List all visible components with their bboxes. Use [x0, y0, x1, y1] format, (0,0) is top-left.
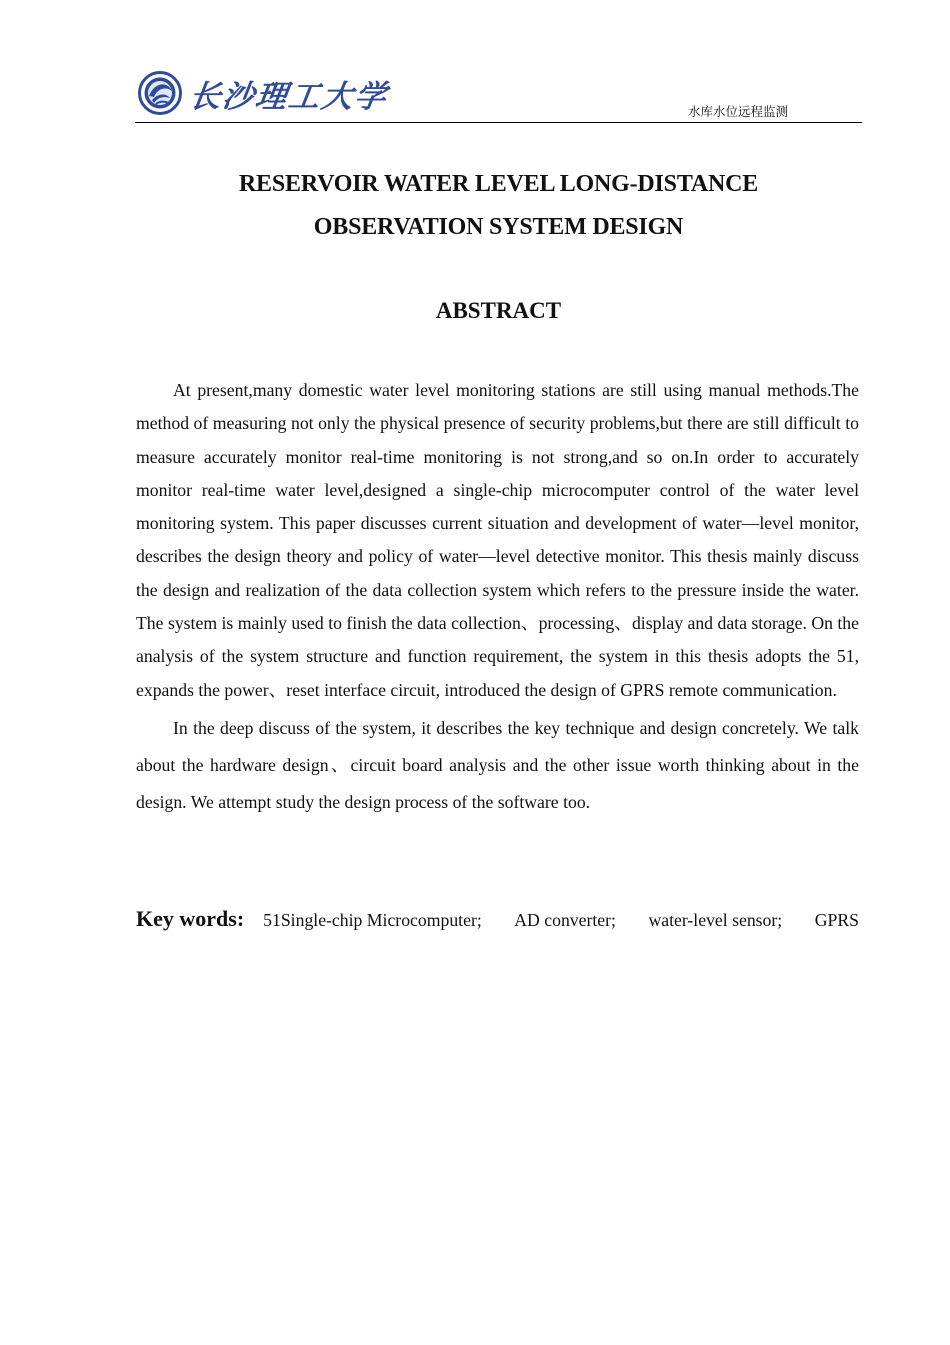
keywords-label: Key words: — [136, 906, 245, 931]
thesis-title — [135, 163, 862, 249]
keywords-list — [263, 910, 859, 931]
keyword-item: water-level sensor; — [648, 910, 783, 930]
abstract-body — [136, 374, 859, 821]
keywords-line — [136, 906, 859, 932]
thesis-title-line-2: OBSERVATION SYSTEM DESIGN — [313, 214, 684, 240]
keyword-item: AD converter; — [514, 910, 616, 930]
page-header — [135, 62, 862, 123]
university-name: 长沙理工大学 — [186, 78, 391, 115]
abstract-paragraph-1: At present,many domestic water level monitoring stations are still using manual methods.The method of measuring not only the physical presence of security problems,but there are still difficult to measure accurately monitor real-time monitoring is not strong,and so on.In order to accurately monitor real-time water level,designed a single-chip microcomputer control of the water level monitoring system. This paper discusses current situation and development of water—level monitor, describes the design theory and policy of water—level detective monitor. This thesis mainly discuss the design and realization of the data collection system which refers to the pressure inside the water. The system is mainly used to finish the data collection、processing、display and data storage. On the analysis of the system structure and function requirement, the system in this thesis adopts the 51, expands the power、reset interface circuit, introduced the design of GPRS remote communication. — [136, 380, 859, 700]
university-emblem-icon — [138, 71, 182, 115]
abstract-heading: ABSTRACT — [435, 298, 562, 323]
running-title: 水库水位远程监测 — [687, 104, 788, 119]
university-logo — [138, 68, 391, 118]
keyword-item: 51Single-chip Microcomputer; — [263, 910, 482, 930]
keyword-item: GPRS — [814, 910, 859, 930]
abstract-paragraph-2: In the deep discuss of the system, it describes the key technique and design concretely. We talk about the hardware design、circuit board analysis and the other issue worth thinking about in the design. We attempt study the design process of the software too. — [136, 717, 859, 812]
thesis-title-line-1: RESERVOIR WATER LEVEL LONG-DISTANCE — [238, 171, 759, 197]
